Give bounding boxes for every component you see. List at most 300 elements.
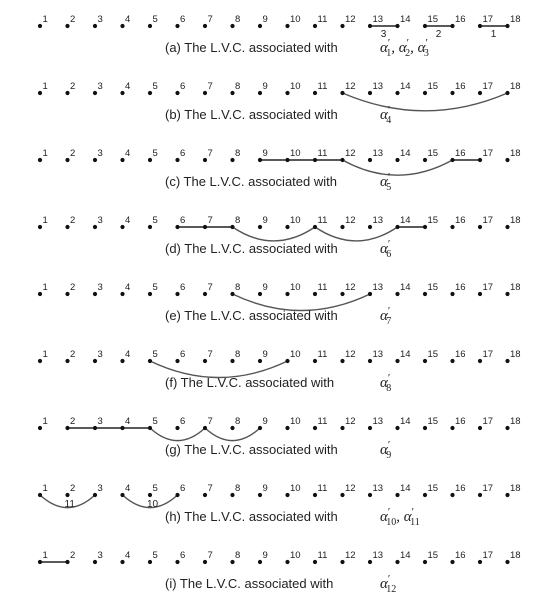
alpha-list: α′ 1, α′ 2, α′ 3 [380,37,429,59]
vertex-9 [258,560,262,564]
vertex-label-11: 11 [317,81,328,92]
panel-caption: (i) The L.V.C. associated with [165,576,334,591]
vertex-9 [258,91,262,95]
vertex-3 [93,493,97,497]
vertex-17 [478,359,482,363]
arc-8-11 [233,227,316,241]
vertex-5 [148,560,152,564]
vertex-9 [258,426,262,430]
vertex-label-11: 11 [317,483,328,494]
vertex-10 [285,225,289,229]
vertex-label-13: 13 [372,14,384,25]
vertex-1 [38,24,42,28]
vertex-6 [175,560,179,564]
vertex-label-9: 9 [262,349,268,360]
vertex-5 [148,158,152,162]
vertex-4 [120,426,124,430]
vertex-label-4: 4 [125,81,131,92]
edge-label: 11 [64,499,75,510]
vertex-14 [395,158,399,162]
vertex-1 [38,493,42,497]
vertex-13 [368,292,372,296]
vertex-label-2: 2 [70,81,76,92]
vertex-5 [148,426,152,430]
vertex-label-7: 7 [207,349,213,360]
vertex-1 [38,91,42,95]
vertex-17 [478,91,482,95]
vertex-label-15: 15 [427,483,439,494]
vertex-5 [148,225,152,229]
vertex-label-3: 3 [97,282,103,293]
vertex-12 [340,359,344,363]
vertex-8 [230,24,234,28]
vertex-9 [258,493,262,497]
panel-g [38,416,521,461]
vertex-label-16: 16 [455,148,466,159]
vertex-label-6: 6 [180,349,186,360]
panel-caption: (f) The L.V.C. associated with [165,375,335,390]
vertex-12 [340,91,344,95]
panel-a [38,14,521,59]
vertex-label-5: 5 [152,14,158,25]
vertex-label-4: 4 [125,282,131,293]
vertex-14 [395,24,399,28]
vertex-18 [505,91,509,95]
vertex-label-8: 8 [235,349,241,360]
vertex-18 [505,493,509,497]
vertex-label-5: 5 [152,483,158,494]
vertex-7 [203,24,207,28]
vertex-label-18: 18 [510,416,521,427]
vertex-label-10: 10 [290,148,301,159]
vertex-label-18: 18 [510,550,521,561]
vertex-label-1: 1 [42,282,48,293]
vertex-11 [313,426,317,430]
vertex-label-10: 10 [290,282,301,293]
vertex-label-13: 13 [372,483,384,494]
vertex-18 [505,24,509,28]
vertex-label-17: 17 [482,148,494,159]
vertex-1 [38,292,42,296]
vertex-label-13: 13 [372,148,384,159]
vertex-7 [203,225,207,229]
vertex-10 [285,292,289,296]
vertex-label-10: 10 [290,550,301,561]
vertex-label-2: 2 [70,349,76,360]
vertex-11 [313,91,317,95]
vertex-14 [395,426,399,430]
vertex-label-4: 4 [125,14,131,25]
vertex-3 [93,158,97,162]
vertex-label-2: 2 [70,215,76,226]
vertex-2 [65,158,69,162]
vertex-9 [258,24,262,28]
vertex-14 [395,225,399,229]
vertex-2 [65,292,69,296]
vertex-11 [313,359,317,363]
vertex-9 [258,225,262,229]
vertex-label-8: 8 [235,215,241,226]
edge-label: 1 [490,29,497,40]
vertex-13 [368,359,372,363]
vertex-label-10: 10 [290,416,301,427]
alpha-list: α′ 8 [380,372,392,394]
vertex-13 [368,158,372,162]
vertex-2 [65,426,69,430]
vertex-label-4: 4 [125,349,131,360]
vertex-16 [450,359,454,363]
vertex-9 [258,292,262,296]
vertex-label-1: 1 [42,416,48,427]
alpha-list: α′ 7 [380,305,392,327]
vertex-label-6: 6 [180,483,186,494]
vertex-2 [65,24,69,28]
vertex-5 [148,493,152,497]
vertex-label-3: 3 [97,550,103,561]
vertex-label-7: 7 [207,14,213,25]
vertex-4 [120,292,124,296]
vertex-label-13: 13 [372,282,384,293]
vertex-label-5: 5 [152,550,158,561]
vertex-label-3: 3 [97,416,103,427]
vertex-15 [423,158,427,162]
vertex-6 [175,24,179,28]
edge-label: 2 [435,29,442,40]
panel-c [38,148,521,193]
vertex-10 [285,158,289,162]
vertex-label-13: 13 [372,550,384,561]
vertex-16 [450,292,454,296]
panel-caption: (a) The L.V.C. associated with [165,40,338,55]
vertex-label-12: 12 [345,349,356,360]
vertex-4 [120,225,124,229]
vertex-label-4: 4 [125,215,131,226]
panel-h [38,483,521,528]
vertex-label-18: 18 [510,349,521,360]
vertex-8 [230,158,234,162]
vertex-label-5: 5 [152,349,158,360]
vertex-8 [230,292,234,296]
vertex-label-5: 5 [152,215,158,226]
vertex-label-15: 15 [427,14,439,25]
vertex-6 [175,292,179,296]
vertex-6 [175,91,179,95]
vertex-14 [395,292,399,296]
vertex-label-7: 7 [207,81,213,92]
vertex-1 [38,426,42,430]
vertex-13 [368,560,372,564]
arc-11-14 [315,227,398,241]
vertex-label-1: 1 [42,148,48,159]
vertex-label-3: 3 [97,81,103,92]
vertex-label-11: 11 [317,148,328,159]
vertex-17 [478,225,482,229]
vertex-10 [285,91,289,95]
vertex-label-9: 9 [262,483,268,494]
vertex-13 [368,225,372,229]
vertex-15 [423,24,427,28]
vertex-label-2: 2 [70,416,76,427]
vertex-label-7: 7 [207,483,213,494]
vertex-label-9: 9 [262,215,268,226]
vertex-label-18: 18 [510,215,521,226]
vertex-17 [478,493,482,497]
panel-caption: (c) The L.V.C. associated with [165,174,337,189]
vertex-8 [230,359,234,363]
vertex-label-16: 16 [455,282,466,293]
vertex-label-9: 9 [262,282,268,293]
vertex-11 [313,560,317,564]
vertex-14 [395,560,399,564]
panel-caption: (b) The L.V.C. associated with [165,107,338,122]
vertex-12 [340,158,344,162]
vertex-3 [93,560,97,564]
vertex-12 [340,560,344,564]
vertex-15 [423,91,427,95]
vertex-17 [478,292,482,296]
alpha-list: α′ 4 [380,104,392,126]
vertex-10 [285,24,289,28]
vertex-4 [120,24,124,28]
vertex-label-15: 15 [427,416,439,427]
vertex-16 [450,225,454,229]
vertex-label-17: 17 [482,349,494,360]
vertex-9 [258,359,262,363]
alpha-list: α′ 5 [380,171,392,193]
vertex-label-2: 2 [70,483,76,494]
vertex-8 [230,225,234,229]
vertex-label-4: 4 [125,483,131,494]
vertex-label-9: 9 [262,81,268,92]
vertex-label-14: 14 [400,215,411,226]
vertex-label-11: 11 [317,282,328,293]
vertex-7 [203,359,207,363]
vertex-label-6: 6 [180,550,186,561]
vertex-8 [230,91,234,95]
vertex-label-9: 9 [262,416,268,427]
vertex-13 [368,24,372,28]
vertex-label-14: 14 [400,282,411,293]
vertex-label-18: 18 [510,14,521,25]
vertex-12 [340,493,344,497]
vertex-label-4: 4 [125,416,131,427]
vertex-1 [38,158,42,162]
vertex-label-9: 9 [262,14,268,25]
vertex-label-1: 1 [42,550,48,561]
vertex-label-14: 14 [400,483,411,494]
vertex-label-10: 10 [290,14,301,25]
vertex-18 [505,158,509,162]
vertex-label-17: 17 [482,550,494,561]
vertex-label-16: 16 [455,14,466,25]
panel-i [38,550,521,595]
vertex-11 [313,158,317,162]
vertex-label-13: 13 [372,81,384,92]
vertex-15 [423,493,427,497]
vertex-1 [38,225,42,229]
vertex-label-11: 11 [317,416,328,427]
vertex-14 [395,91,399,95]
vertex-15 [423,426,427,430]
vertex-10 [285,493,289,497]
vertex-label-8: 8 [235,14,241,25]
vertex-label-7: 7 [207,215,213,226]
vertex-label-16: 16 [455,215,466,226]
vertex-label-2: 2 [70,148,76,159]
panel-e [38,282,521,327]
vertex-12 [340,426,344,430]
vertex-6 [175,493,179,497]
vertex-5 [148,292,152,296]
vertex-4 [120,493,124,497]
vertex-label-5: 5 [152,81,158,92]
vertex-label-4: 4 [125,550,131,561]
vertex-15 [423,292,427,296]
vertex-label-5: 5 [152,148,158,159]
vertex-1 [38,560,42,564]
vertex-label-10: 10 [290,349,301,360]
vertex-label-1: 1 [42,483,48,494]
vertex-4 [120,359,124,363]
vertex-15 [423,359,427,363]
vertex-16 [450,24,454,28]
vertex-label-12: 12 [345,148,356,159]
vertex-13 [368,493,372,497]
vertex-6 [175,359,179,363]
vertex-label-6: 6 [180,416,186,427]
vertex-label-12: 12 [345,81,356,92]
panel-caption: (h) The L.V.C. associated with [165,509,338,524]
vertex-label-18: 18 [510,148,521,159]
vertex-label-8: 8 [235,148,241,159]
vertex-12 [340,292,344,296]
vertex-label-6: 6 [180,14,186,25]
vertex-label-18: 18 [510,483,521,494]
vertex-3 [93,91,97,95]
vertex-label-17: 17 [482,483,494,494]
alpha-list: α′ 12 [380,573,397,595]
vertex-label-4: 4 [125,148,131,159]
vertex-label-13: 13 [372,349,384,360]
vertex-label-16: 16 [455,416,466,427]
vertex-15 [423,225,427,229]
vertex-label-3: 3 [97,349,103,360]
vertex-label-12: 12 [345,483,356,494]
panel-b [38,81,521,126]
vertex-label-16: 16 [455,483,466,494]
vertex-8 [230,493,234,497]
vertex-11 [313,225,317,229]
vertex-label-1: 1 [42,81,48,92]
vertex-label-13: 13 [372,215,384,226]
vertex-label-11: 11 [317,349,328,360]
vertex-13 [368,91,372,95]
vertex-5 [148,359,152,363]
vertex-label-17: 17 [482,81,494,92]
arc-12-16 [343,160,453,175]
vertex-14 [395,359,399,363]
vertex-3 [93,24,97,28]
alpha-list: α′ 9 [380,439,392,461]
vertex-7 [203,292,207,296]
vertex-10 [285,426,289,430]
vertex-label-12: 12 [345,550,356,561]
vertex-label-1: 1 [42,14,48,25]
vertex-16 [450,426,454,430]
vertex-label-15: 15 [427,81,439,92]
vertex-18 [505,359,509,363]
vertex-9 [258,158,262,162]
vertex-12 [340,225,344,229]
vertex-label-7: 7 [207,416,213,427]
vertex-8 [230,560,234,564]
vertex-label-1: 1 [42,349,48,360]
panel-caption: (d) The L.V.C. associated with [165,241,338,256]
vertex-1 [38,359,42,363]
vertex-label-11: 11 [317,215,328,226]
vertex-7 [203,91,207,95]
vertex-label-16: 16 [455,550,466,561]
vertex-label-12: 12 [345,282,356,293]
vertex-label-1: 1 [42,215,48,226]
vertex-label-14: 14 [400,349,411,360]
vertex-label-6: 6 [180,282,186,293]
vertex-label-2: 2 [70,550,76,561]
vertex-17 [478,24,482,28]
vertex-label-6: 6 [180,148,186,159]
vertex-label-8: 8 [235,282,241,293]
vertex-label-17: 17 [482,282,494,293]
vertex-2 [65,91,69,95]
vertex-label-3: 3 [97,14,103,25]
panel-caption: (g) The L.V.C. associated with [165,442,338,457]
vertex-2 [65,359,69,363]
vertex-label-15: 15 [427,215,439,226]
vertex-18 [505,426,509,430]
vertex-label-15: 15 [427,550,439,561]
vertex-label-5: 5 [152,282,158,293]
vertex-label-16: 16 [455,81,466,92]
vertex-label-14: 14 [400,81,411,92]
vertex-6 [175,426,179,430]
vertex-label-7: 7 [207,550,213,561]
vertex-label-13: 13 [372,416,384,427]
vertex-label-8: 8 [235,81,241,92]
vertex-4 [120,91,124,95]
vertex-8 [230,426,234,430]
vertex-5 [148,91,152,95]
vertex-17 [478,426,482,430]
vertex-label-15: 15 [427,282,439,293]
vertex-label-3: 3 [97,148,103,159]
vertex-label-3: 3 [97,215,103,226]
vertex-label-9: 9 [262,550,268,561]
vertex-7 [203,560,207,564]
vertex-label-10: 10 [290,215,301,226]
vertex-label-8: 8 [235,550,241,561]
vertex-14 [395,493,399,497]
vertex-label-18: 18 [510,282,521,293]
vertex-label-8: 8 [235,416,241,427]
vertex-10 [285,359,289,363]
panel-d [38,215,521,260]
vertex-7 [203,426,207,430]
vertex-label-6: 6 [180,215,186,226]
vertex-15 [423,560,427,564]
vertex-label-17: 17 [482,14,494,25]
vertex-7 [203,158,207,162]
vertex-label-7: 7 [207,282,213,293]
